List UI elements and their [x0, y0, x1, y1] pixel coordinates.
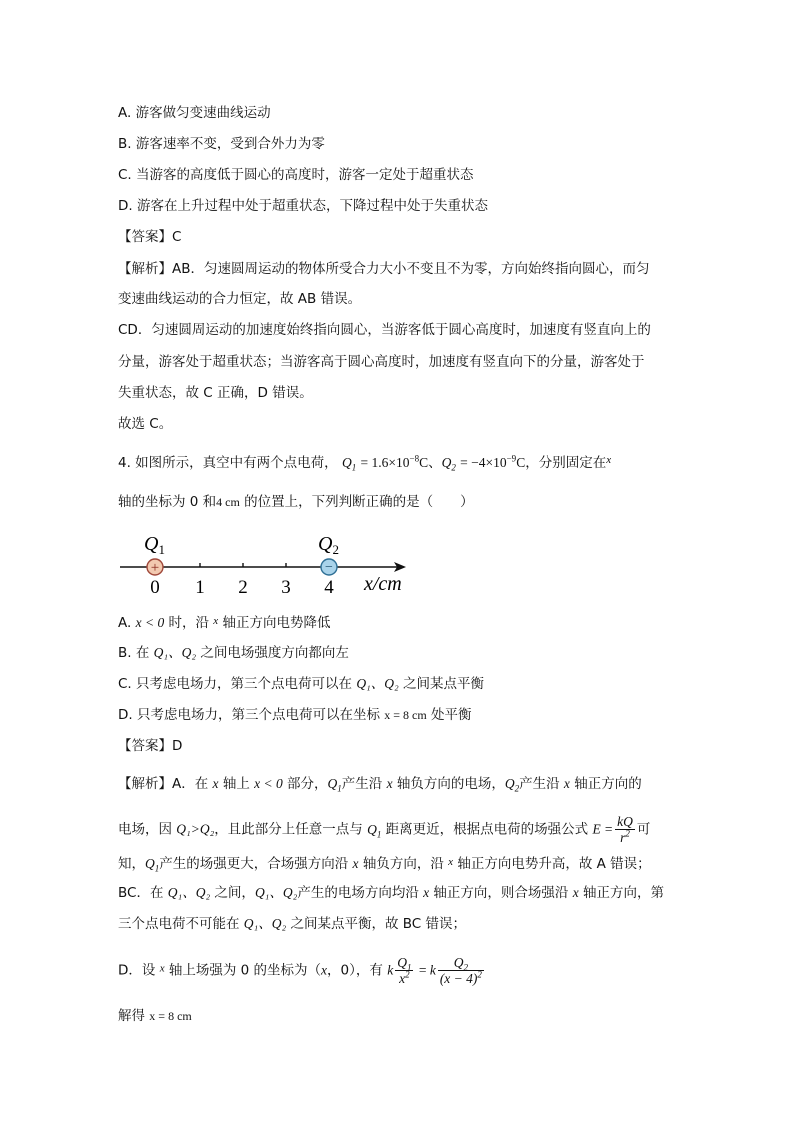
coord-value: 4 cm — [216, 495, 240, 509]
q3-analysis-line-3: CD．匀速圆周运动的加速度始终指向圆心，当游客低于圆心高度时，加速度有竖直向上的 — [118, 322, 651, 338]
q4-option-b: B. 在 Q₁、Q₂ 之间电场强度方向都向左 — [118, 645, 349, 661]
charge-axis-figure — [118, 528, 418, 600]
q4-analysis-line-1: 【解析】A．在 x 轴上 x < 0 部分，$Q_1$产生沿 x 轴负方向的电场，$Q_2$产生沿 x 轴正方向的 — [118, 776, 642, 794]
stem-text: 的位置上，下列判断正确的是（ ） — [239, 494, 474, 510]
q4-analysis-line-6: D．设 $^x$ 轴上场强为 0 的坐标为（x，0），有 k $\frac{Q_1}{x^2}$ = k $\frac{Q_2}{(x - 4)^2}$ — [118, 955, 482, 986]
q3-option-b: B. 游客速率不变，受到合外力为零 — [118, 136, 325, 152]
q1-symbol: $Q_1$ — [341, 455, 357, 473]
q3-answer — [118, 227, 181, 247]
tick-label-0: 0 — [150, 577, 160, 598]
q3-analysis-line-5: 失重状态，故 C 正确，D 错误。 — [118, 385, 313, 401]
minus-sign: − — [325, 560, 333, 575]
equation-fraction-right: $\frac{Q_2}{(x - 4)^2}$ — [439, 955, 482, 986]
q3-analysis-line-4: 分量，游客处于超重状态；当游客高于圆心高度时，加速度有竖直向下的分量，游客处于 — [118, 354, 645, 370]
q3-analysis-line-2: 变速曲线运动的合力恒定，故 AB 错误。 — [118, 291, 362, 307]
answer-value: C — [172, 229, 182, 245]
tick-label-3: 3 — [281, 577, 291, 598]
q4-option-c: C. 只考虑电场力，第三个点电荷可以在 Q₁、Q₂ 之间某点平衡 — [118, 676, 484, 692]
stem-text: 轴的坐标为 0 和 — [118, 494, 217, 510]
q4-solution: 解得 x = 8 cm — [118, 1008, 192, 1024]
analysis-text: AB．匀速圆周运动的物体所受合力大小不变且不为零，方向始终指向圆心，而匀 — [172, 261, 650, 277]
q4-analysis-line-5: 三个点电荷不可能在 Q₁、Q₂ 之间某点平衡，故 BC 错误； — [118, 916, 467, 932]
q4-stem-line-2 — [118, 492, 474, 512]
stem-text: 4. 如图所示，真空中有两个点电荷， — [118, 455, 338, 471]
q4-stem-line-1 — [118, 450, 611, 473]
equation-fraction-left: $\frac{Q_1}{x^2}$ — [397, 955, 412, 986]
analysis-tag: 【解析】 — [118, 261, 172, 277]
answer-tag: 【答案】 — [118, 738, 172, 754]
q2-symbol: $Q_2$ — [441, 455, 456, 473]
q4-option-d: D. 只考虑电场力，第三个点电荷可以在坐标 x = 8 cm 处平衡 — [118, 707, 472, 723]
q2-value: = $-4\times 10^{-9}C$ — [460, 453, 526, 470]
q3-option-a: A. 游客做匀变速曲线运动 — [118, 105, 271, 121]
answer-value: D — [172, 738, 183, 754]
q2-figure-label: $Q_2$ — [318, 533, 339, 557]
q4-analysis-line-4: BC．在 Q₁、Q₂ 之间，Q₁、Q₂产生的电场方向均沿 x 轴正方向，则合场强沿 x 轴正方向，第 — [118, 885, 665, 901]
tick-label-4: 4 — [324, 577, 334, 598]
q3-analysis-line-1 — [118, 259, 650, 279]
plus-sign: + — [150, 560, 160, 576]
q4-option-a: A. x < 0 时，沿 $^x$ 轴正方向电势降低 — [118, 615, 331, 631]
stem-text: ，分别固定在 — [525, 455, 607, 471]
axis-label: x/cm — [364, 573, 402, 595]
tick-label-1: 1 — [195, 577, 205, 598]
tick-label-2: 2 — [238, 577, 248, 598]
q4-answer — [118, 736, 182, 756]
answer-tag: 【答案】 — [118, 229, 172, 245]
x-symbol: x — [606, 454, 612, 466]
q3-conclusion: 故选 C。 — [118, 416, 173, 432]
field-formula-fraction: $\frac{kQ}{r^2}$ — [617, 814, 633, 845]
q1-value: = $1.6\times 10^{-8}C$ — [360, 453, 429, 470]
q1-figure-label: $Q_1$ — [144, 533, 165, 557]
q4-analysis-line-3: 知，$Q_1$产生的场强更大，合场强方向沿 x 轴负方向，沿 $^x$ 轴正方向电势升高，故 A 错误； — [118, 856, 651, 874]
separator: 、 — [428, 455, 442, 471]
q4-analysis-line-2: 电场，因 Q₁>Q₂，且此部分上任意一点与 $Q_1$ 距离更近，根据点电荷的场强公式 E = $\frac{kQ}{r^2}$ 可 — [118, 814, 651, 845]
q3-option-d: D. 游客在上升过程中处于超重状态，下降过程中处于失重状态 — [118, 198, 488, 214]
q3-option-c: C. 当游客的高度低于圆心的高度时，游客一定处于超重状态 — [118, 167, 474, 183]
